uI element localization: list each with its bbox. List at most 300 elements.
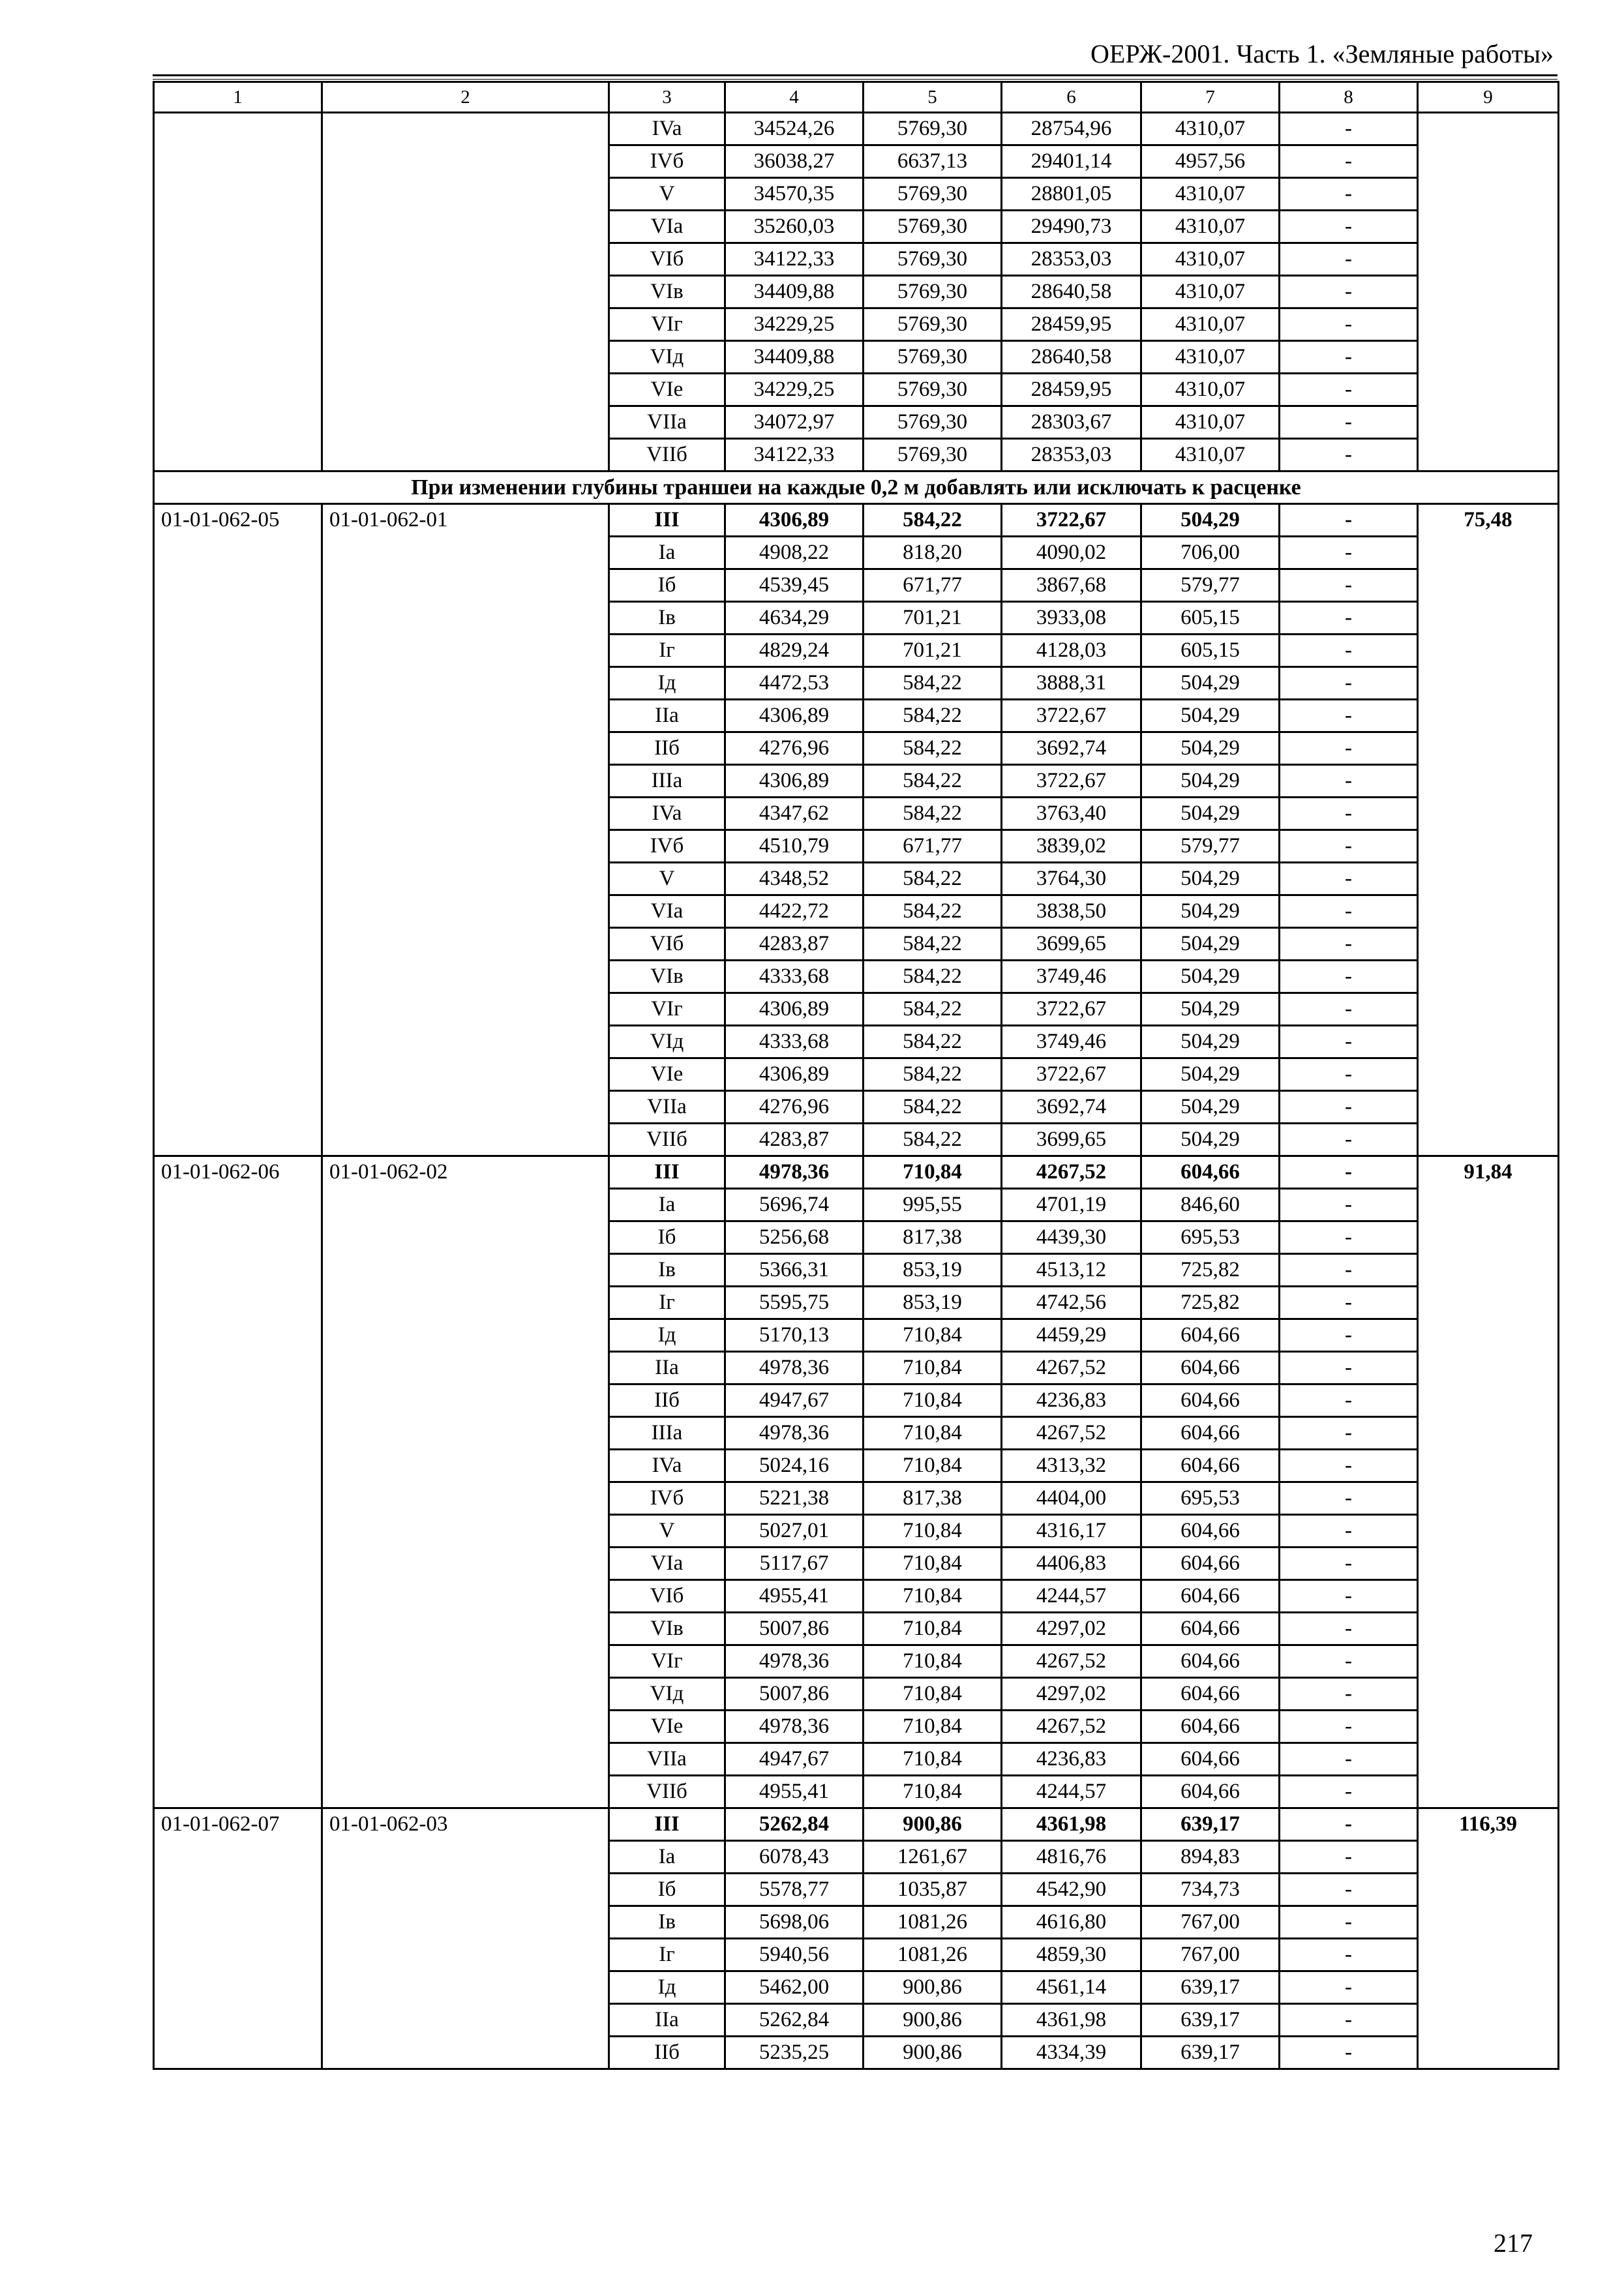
value-cell: 5769,30 bbox=[864, 211, 1002, 243]
value-cell: 639,17 bbox=[1141, 1808, 1280, 1841]
value-cell: - bbox=[1280, 569, 1418, 602]
value-cell: 4334,39 bbox=[1002, 2037, 1141, 2069]
value-cell: 710,84 bbox=[864, 1645, 1002, 1678]
value-cell: 3692,74 bbox=[1002, 1091, 1141, 1124]
soil-group-cell: VIб bbox=[609, 1580, 725, 1613]
soil-group-cell: VIa bbox=[609, 211, 725, 243]
value-cell: 4267,52 bbox=[1002, 1645, 1141, 1678]
value-cell: 639,17 bbox=[1141, 2037, 1280, 2069]
value-cell: 5170,13 bbox=[725, 1319, 864, 1352]
value-cell: 3699,65 bbox=[1002, 928, 1141, 961]
column-number: 7 bbox=[1141, 82, 1280, 113]
soil-group-cell: VIд bbox=[609, 341, 725, 374]
value-cell: 5007,86 bbox=[725, 1678, 864, 1711]
value-cell: 818,20 bbox=[864, 537, 1002, 569]
soil-group-cell: Ia bbox=[609, 537, 725, 569]
value-cell: 3699,65 bbox=[1002, 1124, 1141, 1156]
value-cell: 853,19 bbox=[864, 1287, 1002, 1319]
value-cell: 4472,53 bbox=[725, 667, 864, 700]
value-cell: 3722,67 bbox=[1002, 993, 1141, 1026]
value-cell: 4742,56 bbox=[1002, 1287, 1141, 1319]
value-cell: 4310,07 bbox=[1141, 178, 1280, 211]
value-cell: 4816,76 bbox=[1002, 1841, 1141, 1874]
value-cell: - bbox=[1280, 667, 1418, 700]
value-cell: 3749,46 bbox=[1002, 1026, 1141, 1058]
value-cell: - bbox=[1280, 1221, 1418, 1254]
value-cell: 4955,41 bbox=[725, 1580, 864, 1613]
value-cell: 34409,88 bbox=[725, 341, 864, 374]
column-number: 9 bbox=[1418, 82, 1559, 113]
column-number: 5 bbox=[864, 82, 1002, 113]
soil-group-cell: VIг bbox=[609, 308, 725, 341]
value-cell: 5366,31 bbox=[725, 1254, 864, 1287]
value-cell: 4513,12 bbox=[1002, 1254, 1141, 1287]
value-cell: 604,66 bbox=[1141, 1515, 1280, 1548]
header-rule-thin bbox=[153, 79, 1557, 80]
value-cell: 604,66 bbox=[1141, 1417, 1280, 1450]
value-cell: - bbox=[1280, 1254, 1418, 1287]
value-cell: - bbox=[1280, 243, 1418, 276]
value-cell: - bbox=[1280, 374, 1418, 406]
column-number: 6 bbox=[1002, 82, 1141, 113]
value-cell: 584,22 bbox=[864, 504, 1002, 537]
value-cell: 34409,88 bbox=[725, 276, 864, 308]
value-cell: - bbox=[1280, 439, 1418, 471]
soil-group-cell: Iв bbox=[609, 1906, 725, 1939]
value-cell: - bbox=[1280, 2004, 1418, 2037]
value-cell: 4236,83 bbox=[1002, 1743, 1141, 1776]
value-cell: 725,82 bbox=[1141, 1287, 1280, 1319]
value-cell: 4306,89 bbox=[725, 504, 864, 537]
soil-group-cell: V bbox=[609, 863, 725, 895]
value-cell: 584,22 bbox=[864, 961, 1002, 993]
value-cell: 5769,30 bbox=[864, 374, 1002, 406]
value-cell: 3749,46 bbox=[1002, 961, 1141, 993]
value-cell: - bbox=[1280, 1939, 1418, 1971]
value-cell: 1081,26 bbox=[864, 1906, 1002, 1939]
value-cell: - bbox=[1280, 602, 1418, 635]
value-cell: 4978,36 bbox=[725, 1156, 864, 1189]
value-cell: 706,00 bbox=[1141, 537, 1280, 569]
value-cell: 5262,84 bbox=[725, 2004, 864, 2037]
soil-group-cell: VIa bbox=[609, 895, 725, 928]
value-cell: 584,22 bbox=[864, 895, 1002, 928]
value-cell: 900,86 bbox=[864, 1808, 1002, 1841]
soil-group-cell: VIб bbox=[609, 243, 725, 276]
value-cell: 4561,14 bbox=[1002, 1971, 1141, 2004]
soil-group-cell: VIб bbox=[609, 928, 725, 961]
header-rule bbox=[153, 74, 1557, 76]
value-cell: 4297,02 bbox=[1002, 1613, 1141, 1645]
soil-group-cell: IVб bbox=[609, 1482, 725, 1515]
soil-group-cell: Iб bbox=[609, 569, 725, 602]
column-number: 3 bbox=[609, 82, 725, 113]
value-cell: 4267,52 bbox=[1002, 1417, 1141, 1450]
value-cell: 853,19 bbox=[864, 1254, 1002, 1287]
value-cell: 4310,07 bbox=[1141, 341, 1280, 374]
value-cell: 710,84 bbox=[864, 1678, 1002, 1711]
soil-group-cell: IIб bbox=[609, 732, 725, 765]
value-cell: 1081,26 bbox=[864, 1939, 1002, 1971]
value-cell: 504,29 bbox=[1141, 504, 1280, 537]
value-cell: 4310,07 bbox=[1141, 211, 1280, 243]
value-cell: - bbox=[1280, 113, 1418, 145]
value-cell: - bbox=[1280, 961, 1418, 993]
soil-group-cell: IIIa bbox=[609, 765, 725, 798]
total-cell: 116,39 bbox=[1418, 1808, 1559, 2069]
value-cell: - bbox=[1280, 1091, 1418, 1124]
value-cell: 4947,67 bbox=[725, 1384, 864, 1417]
value-cell: - bbox=[1280, 1287, 1418, 1319]
value-cell: 504,29 bbox=[1141, 700, 1280, 732]
value-cell: 5027,01 bbox=[725, 1515, 864, 1548]
soil-group-cell: Iг bbox=[609, 1287, 725, 1319]
value-cell: 767,00 bbox=[1141, 1939, 1280, 1971]
value-cell: 34229,25 bbox=[725, 374, 864, 406]
value-cell: 4361,98 bbox=[1002, 1808, 1141, 1841]
table-row-base bbox=[154, 1808, 1559, 1841]
value-cell: 3888,31 bbox=[1002, 667, 1141, 700]
value-cell: 604,66 bbox=[1141, 1384, 1280, 1417]
value-cell: 4542,90 bbox=[1002, 1874, 1141, 1906]
value-cell: 4439,30 bbox=[1002, 1221, 1141, 1254]
value-cell: - bbox=[1280, 1352, 1418, 1384]
value-cell: 3838,50 bbox=[1002, 895, 1141, 928]
value-cell: 900,86 bbox=[864, 2004, 1002, 2037]
value-cell: - bbox=[1280, 308, 1418, 341]
value-cell: 504,29 bbox=[1141, 798, 1280, 830]
value-cell: 4236,83 bbox=[1002, 1384, 1141, 1417]
value-cell: 604,66 bbox=[1141, 1450, 1280, 1482]
value-cell: - bbox=[1280, 700, 1418, 732]
value-cell: 900,86 bbox=[864, 2037, 1002, 2069]
value-cell: 695,53 bbox=[1141, 1221, 1280, 1254]
value-cell: 504,29 bbox=[1141, 1124, 1280, 1156]
soil-group-cell: Iв bbox=[609, 1254, 725, 1287]
value-cell: 894,83 bbox=[1141, 1841, 1280, 1874]
value-cell: 504,29 bbox=[1141, 961, 1280, 993]
value-cell: 710,84 bbox=[864, 1319, 1002, 1352]
reference-cell bbox=[322, 113, 609, 471]
value-cell: 584,22 bbox=[864, 1124, 1002, 1156]
value-cell: 5696,74 bbox=[725, 1189, 864, 1221]
page-number: 217 bbox=[1494, 2228, 1533, 2258]
value-cell: 604,66 bbox=[1141, 1352, 1280, 1384]
value-cell: 29401,14 bbox=[1002, 145, 1141, 178]
soil-group-cell: IVб bbox=[609, 145, 725, 178]
value-cell: 710,84 bbox=[864, 1417, 1002, 1450]
value-cell: 28303,67 bbox=[1002, 406, 1141, 439]
soil-group-cell: VIe bbox=[609, 1058, 725, 1091]
value-cell: 4310,07 bbox=[1141, 276, 1280, 308]
value-cell: 4459,29 bbox=[1002, 1319, 1141, 1352]
value-cell: 1035,87 bbox=[864, 1874, 1002, 1906]
value-cell: 604,66 bbox=[1141, 1743, 1280, 1776]
value-cell: 604,66 bbox=[1141, 1645, 1280, 1678]
soil-group-cell: Iб bbox=[609, 1221, 725, 1254]
value-cell: 605,15 bbox=[1141, 602, 1280, 635]
soil-group-cell: VIIa bbox=[609, 406, 725, 439]
table-row bbox=[154, 113, 1559, 145]
value-cell: 604,66 bbox=[1141, 1580, 1280, 1613]
soil-group-cell: Iв bbox=[609, 602, 725, 635]
value-cell: 4348,52 bbox=[725, 863, 864, 895]
value-cell: 5024,16 bbox=[725, 1450, 864, 1482]
value-cell: - bbox=[1280, 765, 1418, 798]
value-cell: 5595,75 bbox=[725, 1287, 864, 1319]
value-cell: 3722,67 bbox=[1002, 504, 1141, 537]
value-cell: 725,82 bbox=[1141, 1254, 1280, 1287]
value-cell: - bbox=[1280, 1678, 1418, 1711]
value-cell: 29490,73 bbox=[1002, 211, 1141, 243]
value-cell: 504,29 bbox=[1141, 895, 1280, 928]
value-cell: 639,17 bbox=[1141, 2004, 1280, 2037]
value-cell: 817,38 bbox=[864, 1482, 1002, 1515]
soil-group-cell: V bbox=[609, 178, 725, 211]
value-cell: 28353,03 bbox=[1002, 243, 1141, 276]
value-cell: 604,66 bbox=[1141, 1711, 1280, 1743]
value-cell: 34229,25 bbox=[725, 308, 864, 341]
value-cell: 4978,36 bbox=[725, 1417, 864, 1450]
value-cell: - bbox=[1280, 1156, 1418, 1189]
value-cell: 3839,02 bbox=[1002, 830, 1141, 863]
value-cell: 4333,68 bbox=[725, 961, 864, 993]
value-cell: 4978,36 bbox=[725, 1645, 864, 1678]
value-cell: 6078,43 bbox=[725, 1841, 864, 1874]
reference-cell: 01-01-062-03 bbox=[322, 1808, 609, 2069]
value-cell: 3763,40 bbox=[1002, 798, 1141, 830]
value-cell: 4957,56 bbox=[1141, 145, 1280, 178]
code-cell: 01-01-062-06 bbox=[154, 1156, 322, 1808]
value-cell: 4310,07 bbox=[1141, 308, 1280, 341]
value-cell: 4306,89 bbox=[725, 993, 864, 1026]
value-cell: - bbox=[1280, 1776, 1418, 1808]
value-cell: 4978,36 bbox=[725, 1711, 864, 1743]
value-cell: 584,22 bbox=[864, 1026, 1002, 1058]
value-cell: 504,29 bbox=[1141, 732, 1280, 765]
value-cell: - bbox=[1280, 798, 1418, 830]
value-cell: 671,77 bbox=[864, 569, 1002, 602]
value-cell: 710,84 bbox=[864, 1384, 1002, 1417]
value-cell: 4422,72 bbox=[725, 895, 864, 928]
value-cell: - bbox=[1280, 732, 1418, 765]
value-cell: 4510,79 bbox=[725, 830, 864, 863]
value-cell: 5769,30 bbox=[864, 406, 1002, 439]
table-body bbox=[154, 82, 1559, 2069]
value-cell: - bbox=[1280, 1515, 1418, 1548]
value-cell: - bbox=[1280, 1841, 1418, 1874]
value-cell: 701,21 bbox=[864, 635, 1002, 667]
value-cell: 5769,30 bbox=[864, 341, 1002, 374]
value-cell: 604,66 bbox=[1141, 1548, 1280, 1580]
value-cell: 584,22 bbox=[864, 1058, 1002, 1091]
value-cell: 4539,45 bbox=[725, 569, 864, 602]
reference-cell: 01-01-062-02 bbox=[322, 1156, 609, 1808]
soil-group-cell: VIв bbox=[609, 276, 725, 308]
value-cell: 504,29 bbox=[1141, 765, 1280, 798]
value-cell: - bbox=[1280, 1548, 1418, 1580]
value-cell: 4276,96 bbox=[725, 1091, 864, 1124]
value-cell: 710,84 bbox=[864, 1515, 1002, 1548]
value-cell: 28754,96 bbox=[1002, 113, 1141, 145]
value-cell: 4297,02 bbox=[1002, 1678, 1141, 1711]
value-cell: 3722,67 bbox=[1002, 1058, 1141, 1091]
soil-group-cell: Iб bbox=[609, 1874, 725, 1906]
value-cell: 504,29 bbox=[1141, 1091, 1280, 1124]
value-cell: 6637,13 bbox=[864, 145, 1002, 178]
value-cell: - bbox=[1280, 1319, 1418, 1352]
value-cell: 710,84 bbox=[864, 1548, 1002, 1580]
value-cell: 710,84 bbox=[864, 1613, 1002, 1645]
soil-group-cell: VIв bbox=[609, 961, 725, 993]
value-cell: - bbox=[1280, 341, 1418, 374]
value-cell: - bbox=[1280, 504, 1418, 537]
value-cell: 4310,07 bbox=[1141, 243, 1280, 276]
value-cell: - bbox=[1280, 211, 1418, 243]
value-cell: - bbox=[1280, 993, 1418, 1026]
value-cell: 817,38 bbox=[864, 1221, 1002, 1254]
soil-group-cell: VIIб bbox=[609, 1776, 725, 1808]
value-cell: 710,84 bbox=[864, 1580, 1002, 1613]
soil-group-cell: VIг bbox=[609, 1645, 725, 1678]
value-cell: 4306,89 bbox=[725, 1058, 864, 1091]
value-cell: 5769,30 bbox=[864, 113, 1002, 145]
value-cell: 5256,68 bbox=[725, 1221, 864, 1254]
column-number: 8 bbox=[1280, 82, 1418, 113]
value-cell: 5117,67 bbox=[725, 1548, 864, 1580]
value-cell: 710,84 bbox=[864, 1776, 1002, 1808]
table-row-base bbox=[154, 1156, 1559, 1189]
value-cell: 4955,41 bbox=[725, 1776, 864, 1808]
value-cell: 4310,07 bbox=[1141, 113, 1280, 145]
soil-group-cell: IVa bbox=[609, 113, 725, 145]
value-cell: 4701,19 bbox=[1002, 1189, 1141, 1221]
value-cell: 4128,03 bbox=[1002, 635, 1141, 667]
value-cell: 584,22 bbox=[864, 732, 1002, 765]
value-cell: 584,22 bbox=[864, 993, 1002, 1026]
value-cell: 4616,80 bbox=[1002, 1906, 1141, 1939]
soil-group-cell: Iг bbox=[609, 1939, 725, 1971]
value-cell: - bbox=[1280, 276, 1418, 308]
soil-group-cell: Iд bbox=[609, 667, 725, 700]
value-cell: - bbox=[1280, 1189, 1418, 1221]
value-cell: - bbox=[1280, 1580, 1418, 1613]
soil-group-cell: VIв bbox=[609, 1613, 725, 1645]
value-cell: 4310,07 bbox=[1141, 439, 1280, 471]
value-cell: - bbox=[1280, 406, 1418, 439]
value-cell: 4947,67 bbox=[725, 1743, 864, 1776]
column-number-row bbox=[154, 82, 1559, 113]
value-cell: 4634,29 bbox=[725, 602, 864, 635]
reference-cell: 01-01-062-01 bbox=[322, 504, 609, 1156]
running-header: ОЕРЖ-2001. Часть 1. «Земляные работы» bbox=[1090, 39, 1554, 68]
value-cell: - bbox=[1280, 1026, 1418, 1058]
value-cell: - bbox=[1280, 1711, 1418, 1743]
value-cell: 4347,62 bbox=[725, 798, 864, 830]
code-cell: 01-01-062-07 bbox=[154, 1808, 322, 2069]
value-cell: 1261,67 bbox=[864, 1841, 1002, 1874]
value-cell: 5578,77 bbox=[725, 1874, 864, 1906]
value-cell: 4361,98 bbox=[1002, 2004, 1141, 2037]
soil-group-cell: VIIa bbox=[609, 1091, 725, 1124]
value-cell: 995,55 bbox=[864, 1189, 1002, 1221]
soil-group-cell: IIIa bbox=[609, 1417, 725, 1450]
value-cell: 34122,33 bbox=[725, 439, 864, 471]
soil-group-cell: VIIб bbox=[609, 1124, 725, 1156]
value-cell: 4267,52 bbox=[1002, 1352, 1141, 1384]
value-cell: 767,00 bbox=[1141, 1906, 1280, 1939]
value-cell: - bbox=[1280, 1417, 1418, 1450]
value-cell: 34122,33 bbox=[725, 243, 864, 276]
value-cell: 4276,96 bbox=[725, 732, 864, 765]
value-cell: 4859,30 bbox=[1002, 1939, 1141, 1971]
value-cell: 5769,30 bbox=[864, 308, 1002, 341]
value-cell: 605,15 bbox=[1141, 635, 1280, 667]
value-cell: - bbox=[1280, 1384, 1418, 1417]
rates-table bbox=[153, 81, 1559, 2070]
value-cell: 4306,89 bbox=[725, 700, 864, 732]
value-cell: 671,77 bbox=[864, 830, 1002, 863]
value-cell: 4406,83 bbox=[1002, 1548, 1141, 1580]
value-cell: 4333,68 bbox=[725, 1026, 864, 1058]
value-cell: 579,77 bbox=[1141, 569, 1280, 602]
value-cell: 4090,02 bbox=[1002, 537, 1141, 569]
soil-group-cell: IVa bbox=[609, 798, 725, 830]
value-cell: 5769,30 bbox=[864, 178, 1002, 211]
soil-group-cell: IVб bbox=[609, 830, 725, 863]
value-cell: - bbox=[1280, 1482, 1418, 1515]
soil-group-cell: IIб bbox=[609, 1384, 725, 1417]
value-cell: 504,29 bbox=[1141, 928, 1280, 961]
note-row bbox=[154, 471, 1559, 504]
value-cell: 4244,57 bbox=[1002, 1580, 1141, 1613]
value-cell: 710,84 bbox=[864, 1156, 1002, 1189]
value-cell: 4978,36 bbox=[725, 1352, 864, 1384]
value-cell: 900,86 bbox=[864, 1971, 1002, 2004]
value-cell: 5698,06 bbox=[725, 1906, 864, 1939]
value-cell: 710,84 bbox=[864, 1450, 1002, 1482]
soil-group-cell: VIIa bbox=[609, 1743, 725, 1776]
value-cell: 639,17 bbox=[1141, 1971, 1280, 2004]
value-cell: 28640,58 bbox=[1002, 276, 1141, 308]
value-cell: 604,66 bbox=[1141, 1776, 1280, 1808]
soil-group-cell: III bbox=[609, 1156, 725, 1189]
soil-group-cell: VIa bbox=[609, 1548, 725, 1580]
soil-group-cell: Ia bbox=[609, 1189, 725, 1221]
value-cell: 504,29 bbox=[1141, 863, 1280, 895]
value-cell: 34524,26 bbox=[725, 113, 864, 145]
value-cell: 604,66 bbox=[1141, 1678, 1280, 1711]
value-cell: 701,21 bbox=[864, 602, 1002, 635]
value-cell: 504,29 bbox=[1141, 1058, 1280, 1091]
value-cell: 4244,57 bbox=[1002, 1776, 1141, 1808]
value-cell: 584,22 bbox=[864, 798, 1002, 830]
value-cell: - bbox=[1280, 830, 1418, 863]
value-cell: 28640,58 bbox=[1002, 341, 1141, 374]
value-cell: 28801,05 bbox=[1002, 178, 1141, 211]
value-cell: 604,66 bbox=[1141, 1613, 1280, 1645]
soil-group-cell: Ia bbox=[609, 1841, 725, 1874]
value-cell: 4829,24 bbox=[725, 635, 864, 667]
value-cell: 4283,87 bbox=[725, 1124, 864, 1156]
value-cell: 5262,84 bbox=[725, 1808, 864, 1841]
soil-group-cell: VIд bbox=[609, 1678, 725, 1711]
total-cell bbox=[1418, 113, 1559, 471]
soil-group-cell: VIг bbox=[609, 993, 725, 1026]
value-cell: 504,29 bbox=[1141, 993, 1280, 1026]
value-cell: 846,60 bbox=[1141, 1189, 1280, 1221]
value-cell: 28459,95 bbox=[1002, 374, 1141, 406]
